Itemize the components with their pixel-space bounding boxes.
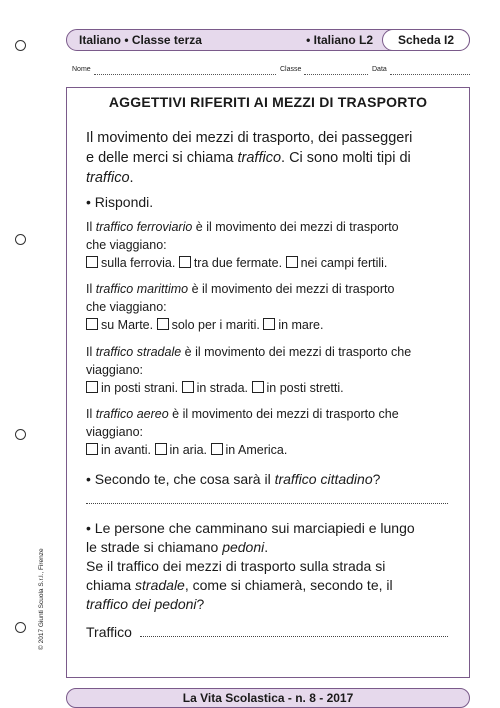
rispondi-instruction: • Rispondi.	[86, 194, 154, 210]
question-ferroviario: Il traffico ferroviario è il movimento dei mezzi di trasporto che viaggiano: sulla ferrovia. tra due fermate. nei campi fertili.	[86, 220, 399, 270]
footer-bar: La Vita Scolastica - n. 8 - 2017	[66, 688, 470, 708]
traffico-label: Traffico	[86, 624, 132, 640]
intro-line: Il movimento dei mezzi di trasporto, dei passeggeri	[86, 130, 413, 146]
intro-paragraph	[86, 128, 464, 188]
punch-hole	[15, 40, 26, 51]
option-label: in posti stretti.	[266, 381, 344, 395]
checkbox[interactable]	[86, 256, 98, 268]
intro-line: e delle merci si chiama traffico. Ci sono molti tipi di	[86, 150, 411, 166]
checkbox[interactable]	[155, 443, 167, 455]
question-marittimo: Il traffico marittimo è il movimento dei mezzi di trasporto che viaggiano: su Marte. solo per i mariti. in mare.	[86, 282, 395, 332]
question-pedoni: • Le persone che camminano sui marciapiedi e lungo le strade si chiamano pedoni. Se il traffico dei mezzi di trasporto sulla strada si chiama stradale, come si chiamerà, secondo te, il traffico dei pedoni?	[86, 520, 415, 612]
checkbox[interactable]	[86, 318, 98, 330]
traffico-answer-line[interactable]	[140, 636, 448, 637]
header-bar	[66, 29, 470, 51]
option-label: su Marte.	[101, 318, 154, 332]
checkbox[interactable]	[286, 256, 298, 268]
date-label: Data	[372, 66, 387, 73]
header-subject: Italiano • Classe terza	[79, 33, 202, 47]
checkbox[interactable]	[86, 443, 98, 455]
question-aereo: Il traffico aereo è il movimento dei mezzi di trasporto che viaggiano: in avanti. in aria. in America.	[86, 407, 399, 457]
date-field[interactable]	[390, 74, 470, 75]
class-field[interactable]	[304, 74, 368, 75]
page-title: AGGETTIVI RIFERITI AI MEZZI DI TRASPORTO	[108, 94, 428, 110]
checkbox[interactable]	[179, 256, 191, 268]
option-label: in aria.	[169, 443, 208, 457]
option-label: in mare.	[278, 318, 324, 332]
option-label: nei campi fertili.	[300, 256, 388, 270]
punch-hole	[15, 429, 26, 440]
header-course: • Italiano L2	[306, 33, 373, 47]
option-label: in strada.	[196, 381, 249, 395]
worksheet-tab: Scheda I2	[382, 29, 470, 51]
punch-hole	[15, 234, 26, 245]
checkbox[interactable]	[252, 381, 264, 393]
answer-line[interactable]	[86, 503, 448, 504]
punch-hole	[15, 622, 26, 633]
option-label: in posti strani.	[101, 381, 179, 395]
class-label: Classe	[280, 66, 302, 73]
option-label: tra due fermate.	[193, 256, 283, 270]
option-label: in America.	[225, 443, 288, 457]
copyright-credit: © 2017 Giunti Scuola S.r.l., Firenze	[38, 548, 45, 650]
checkbox[interactable]	[86, 381, 98, 393]
intro-line: traffico.	[86, 170, 134, 186]
question-stradale: Il traffico stradale è il movimento dei mezzi di trasporto che viaggiano: in posti strani. in strada. in posti stretti.	[86, 345, 412, 395]
checkbox[interactable]	[182, 381, 194, 393]
checkbox[interactable]	[263, 318, 275, 330]
option-label: sulla ferrovia.	[101, 256, 176, 270]
option-label: solo per i mariti.	[171, 318, 260, 332]
name-label: Nome	[72, 66, 91, 73]
question-cittadino: • Secondo te, che cosa sarà il traffico cittadino?	[86, 471, 381, 487]
checkbox[interactable]	[211, 443, 223, 455]
checkbox[interactable]	[157, 318, 169, 330]
name-field[interactable]	[94, 74, 276, 75]
option-label: in avanti.	[101, 443, 152, 457]
